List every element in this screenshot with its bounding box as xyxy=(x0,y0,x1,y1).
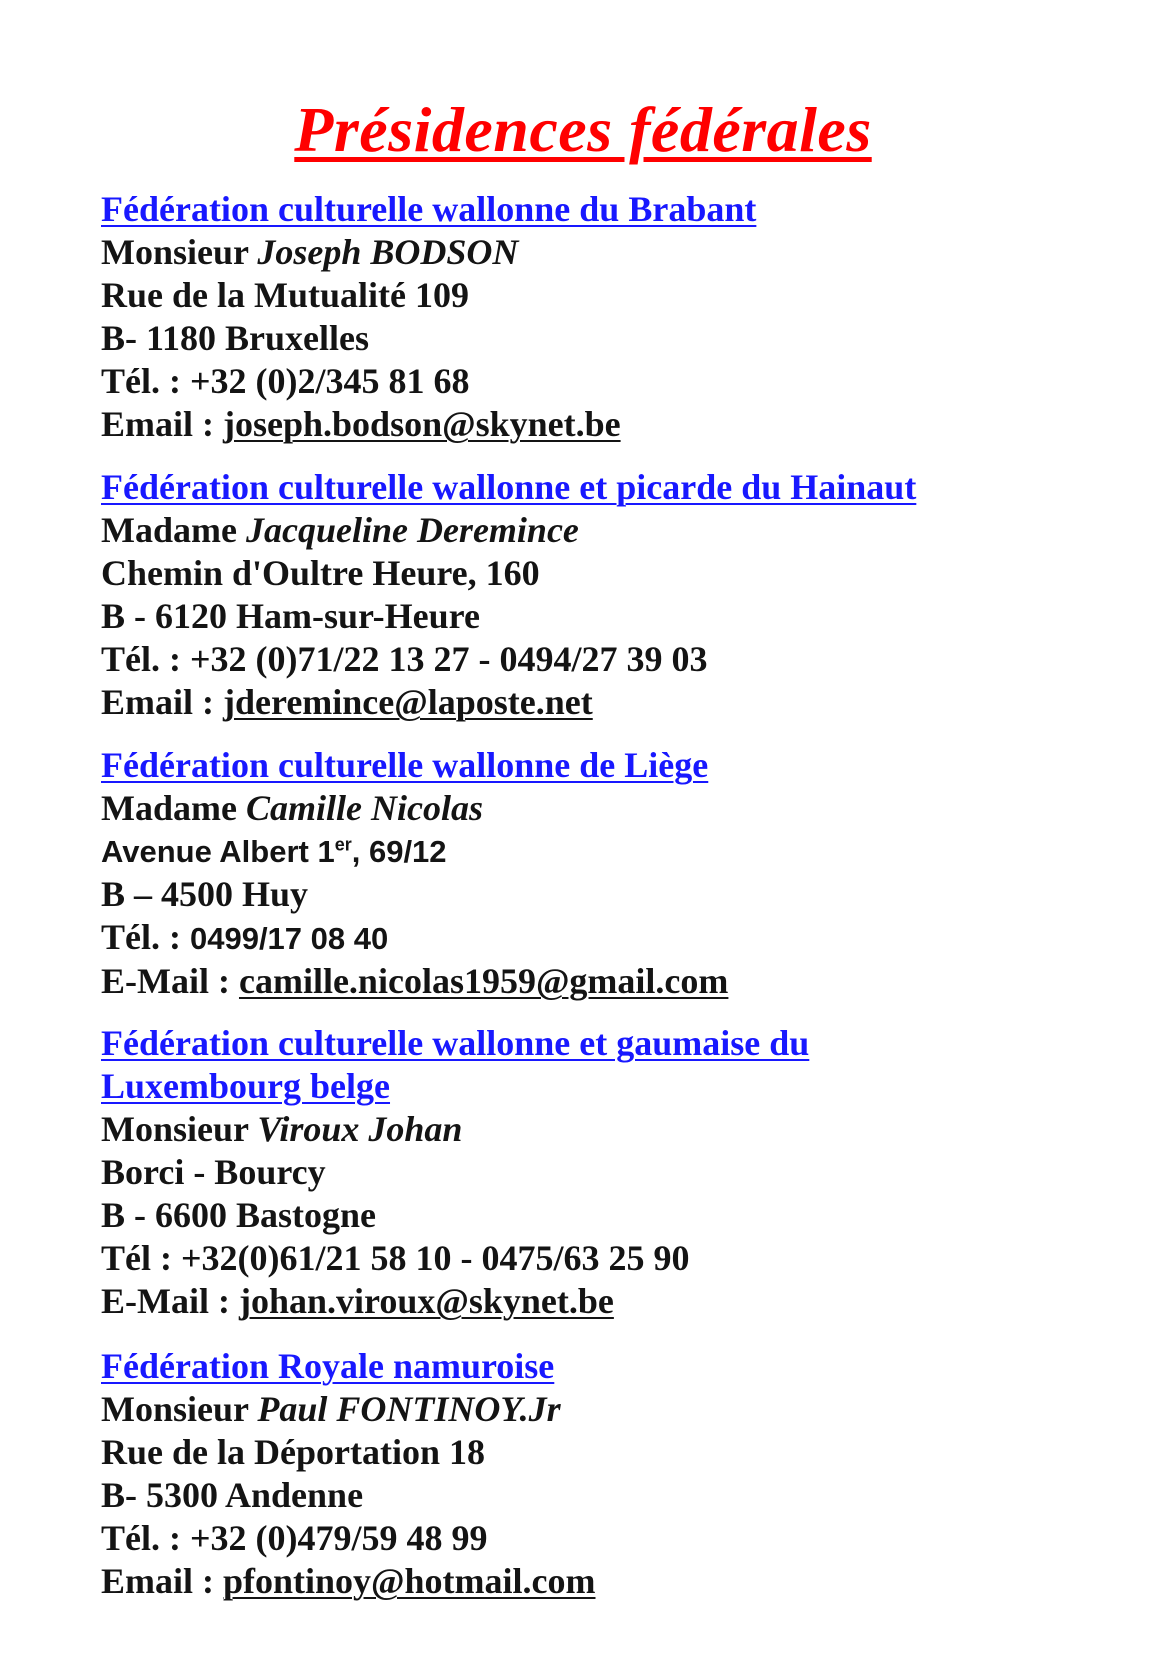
federation-luxembourg xyxy=(101,1022,1101,1323)
email-link[interactable]: joseph.bodson@skynet.be xyxy=(223,404,621,444)
phone-line xyxy=(101,360,1101,403)
phone-line xyxy=(101,916,1101,960)
email-label: Email : xyxy=(101,1561,214,1601)
address-rest: , 69/12 xyxy=(351,834,447,869)
phone-label: Tél. : xyxy=(101,917,181,957)
email-link[interactable]: camille.nicolas1959@gmail.com xyxy=(238,961,729,1001)
email-label: Email : xyxy=(101,682,214,722)
federation-liege xyxy=(101,744,1101,1003)
phone-number: 0499/17 08 40 xyxy=(189,921,389,956)
address-line xyxy=(101,830,1101,873)
phone-number: +32(0)61/21 58 10 - 0475/63 25 90 xyxy=(180,1238,690,1278)
president-line xyxy=(101,1108,1101,1151)
email-label: Email : xyxy=(101,404,214,444)
federation-brabant xyxy=(101,188,1101,446)
address-superscript: er xyxy=(334,834,352,855)
address-line: Rue de la Déportation 18 xyxy=(101,1432,485,1472)
federation-name-link[interactable]: Fédération culturelle wallonne de Liège xyxy=(101,745,709,785)
president-title: Monsieur xyxy=(101,232,249,272)
federation-hainaut xyxy=(101,466,1101,724)
president-name: Paul FONTINOY.Jr xyxy=(257,1389,561,1429)
president-line xyxy=(101,231,1101,274)
email-line xyxy=(101,1560,1101,1603)
phone-label: Tél. : xyxy=(101,361,181,401)
email-label: E-Mail : xyxy=(101,961,230,1001)
page-title: Présidences fédérales xyxy=(294,94,872,165)
address-line: Chemin d'Oultre Heure, 160 xyxy=(101,553,540,593)
president-line xyxy=(101,787,1101,830)
email-line xyxy=(101,960,1101,1003)
federation-name-link[interactable]: Fédération culturelle wallonne et gaumaise du Luxembourg belge xyxy=(101,1023,810,1106)
federation-name-link[interactable]: Fédération Royale namuroise xyxy=(101,1346,555,1386)
email-line xyxy=(101,1280,1101,1323)
phone-line xyxy=(101,638,1101,681)
president-name: Jacqueline Deremince xyxy=(245,510,579,550)
phone-label: Tél. : xyxy=(101,1518,181,1558)
city-line: B- 1180 Bruxelles xyxy=(101,318,369,358)
president-line xyxy=(101,509,1101,552)
phone-number: +32 (0)71/22 13 27 - 0494/27 39 03 xyxy=(189,639,708,679)
email-link[interactable]: johan.viroux@skynet.be xyxy=(238,1281,614,1321)
president-title: Monsieur xyxy=(101,1389,249,1429)
president-title: Monsieur xyxy=(101,1109,249,1149)
federation-namur xyxy=(101,1345,1101,1603)
phone-label: Tél. : xyxy=(101,639,181,679)
email-link[interactable]: jderemince@laposte.net xyxy=(223,682,593,722)
president-name: Viroux Johan xyxy=(257,1109,463,1149)
phone-line xyxy=(101,1517,1101,1560)
city-line: B - 6600 Bastogne xyxy=(101,1195,377,1235)
president-line xyxy=(101,1388,1101,1431)
phone-line xyxy=(101,1237,1101,1280)
email-label: E-Mail : xyxy=(101,1281,230,1321)
federation-name-link[interactable]: Fédération culturelle wallonne du Brabant xyxy=(101,189,757,229)
phone-label: Tél : xyxy=(101,1238,172,1278)
city-line: B- 5300 Andenne xyxy=(101,1475,364,1515)
federation-name-link[interactable]: Fédération culturelle wallonne et picarde du Hainaut xyxy=(101,467,917,507)
city-line: B – 4500 Huy xyxy=(101,874,309,914)
address-line: Borci - Bourcy xyxy=(101,1152,326,1192)
email-link[interactable]: pfontinoy@hotmail.com xyxy=(223,1561,596,1601)
address-line: Rue de la Mutualité 109 xyxy=(101,275,469,315)
president-title: Madame xyxy=(101,510,237,550)
president-name: Joseph BODSON xyxy=(257,232,519,272)
phone-number: +32 (0)2/345 81 68 xyxy=(189,361,470,401)
email-line xyxy=(101,681,1101,724)
address-main: Avenue Albert 1 xyxy=(101,834,335,869)
email-line xyxy=(101,403,1101,446)
city-line: B - 6120 Ham-sur-Heure xyxy=(101,596,480,636)
president-title: Madame xyxy=(101,788,237,828)
president-name: Camille Nicolas xyxy=(245,788,483,828)
phone-number: +32 (0)479/59 48 99 xyxy=(189,1518,488,1558)
